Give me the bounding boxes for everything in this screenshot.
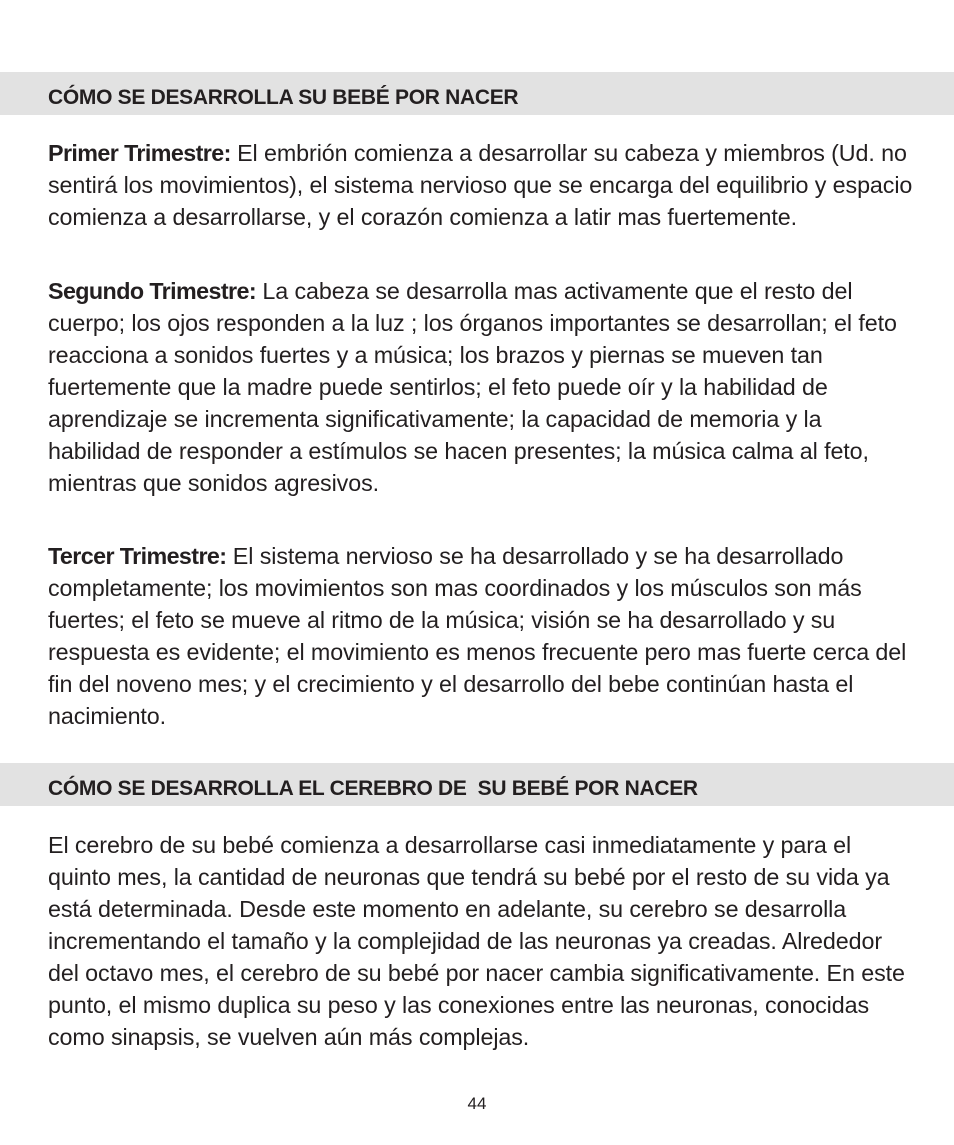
section-header-band (0, 763, 954, 806)
section-heading-fetal-development: CÓMO SE DESARROLLA SU BEBÉ POR NACER (48, 86, 519, 109)
paragraph-second-trimester (48, 275, 918, 499)
page-number: 44 (467, 1094, 487, 1113)
first-trimester-text: El embrión comienza a desarrollar su cabeza y miembros (Ud. no sentirá los movimientos), el sistema nervioso que se encarga del equilibrio y espacio comienza a desarrollarse, y el corazón comienza a latir mas fuertemente. (48, 140, 913, 230)
second-trimester-text: La cabeza se desarrolla mas activamente que el resto del cuerpo; los ojos responden a la luz ; los órganos importantes se desarrollan; el feto reacciona a sonidos fuertes y a música; los brazos y piernas se mueven tan fuertemente que la madre puede sentirlos; el feto puede oír y la habilidad de aprendizaje se incrementa significativamente; la capacidad de memoria y la habilidad de responder a estímulos se hacen presentes; la música calma al feto, mientras que sonidos agresivos. (48, 278, 897, 496)
section-heading-brain-development: CÓMO SE DESARROLLA EL CEREBRO DE SU BEBÉ POR NACER (48, 777, 698, 800)
section-header-band (0, 72, 954, 115)
paragraph-brain-development: El cerebro de su bebé comienza a desarrollarse casi inmediatamente y para el quinto mes, la cantidad de neuronas que tendrá su bebé por el resto de su vida ya está determinada. Desde este momento en adelante, su cerebro se desarrolla incrementando el tamaño y la complejidad de las neuronas ya creadas. Alrededor del octavo mes, el cerebro de su bebé por nacer cambia significativamente. En este punto, el mismo duplica su peso y las conexiones entre las neuronas, conocidas como sinapsis, se vuelven aún más complejas. (48, 832, 905, 1050)
second-trimester-label: Segundo Trimestre: (48, 278, 256, 304)
first-trimester-label: Primer Trimestre: (48, 140, 231, 166)
third-trimester-label: Tercer Trimestre: (48, 543, 227, 569)
third-trimester-text: El sistema nervioso se ha desarrollado y se ha desarrollado completamente; los movimientos son mas coordinados y los músculos son más fuertes; el feto se mueve al ritmo de la música; visión se ha desarrollado y su respuesta es evidente; el movimiento es menos frecuente pero mas fuerte cerca del fin del noveno mes; y el crecimiento y el desarrollo del bebe continúan hasta el nacimiento. (48, 543, 907, 729)
paragraph-first-trimester (48, 137, 918, 233)
paragraph-third-trimester (48, 540, 918, 732)
